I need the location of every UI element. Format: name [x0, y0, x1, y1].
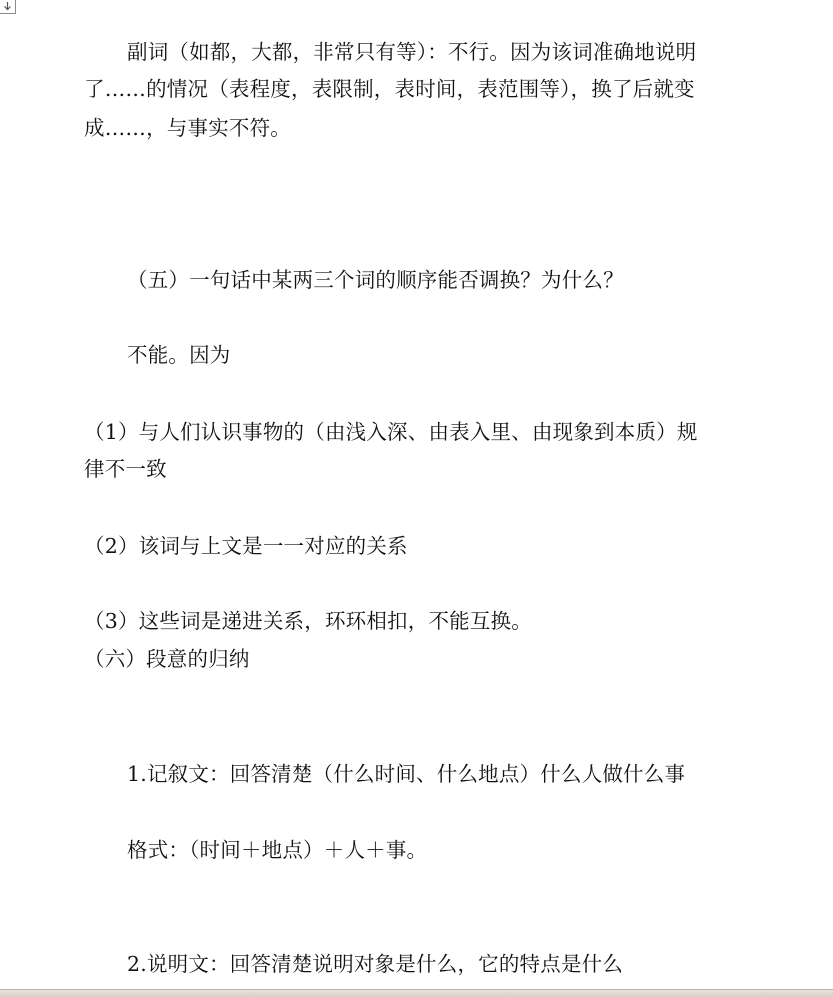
- paragraph-line-2: 了……的情况（表程度，表限制，表时间，表范围等），换了后就变: [84, 77, 695, 101]
- list-item-2: （2）该词与上文是一一对应的关系: [84, 534, 408, 558]
- section-heading-six: （六）段意的归纳: [84, 647, 250, 671]
- expository-item: 2.说明文：回答清楚说明对象是什么，它的特点是什么: [127, 952, 624, 976]
- format-line: 格式：（时间＋地点）＋人＋事。: [127, 838, 428, 862]
- paragraph-line-3: 成……，与事实不符。: [84, 116, 291, 140]
- list-item-1-line-2: 律不一致: [84, 457, 167, 481]
- paragraph-line-1: 副词（如都，大都，非常只有等）：不行。因为该词准确地说明: [127, 40, 697, 64]
- window-bottom-border: [0, 989, 833, 997]
- list-item-1-line-1: （1）与人们认识事物的（由浅入深、由表入里、由现象到本质）规: [84, 420, 698, 444]
- narrative-item: 1.记叙文：回答清楚（什么时间、什么地点）什么人做什么事: [127, 762, 686, 786]
- return-arrow-icon: [0, 0, 16, 14]
- section-heading-five: （五）一句话中某两三个词的顺序能否调换？为什么？: [127, 268, 624, 292]
- paragraph-answer: 不能。因为: [127, 343, 231, 367]
- list-item-3: （3）这些词是递进关系，环环相扣，不能互换。: [84, 609, 532, 633]
